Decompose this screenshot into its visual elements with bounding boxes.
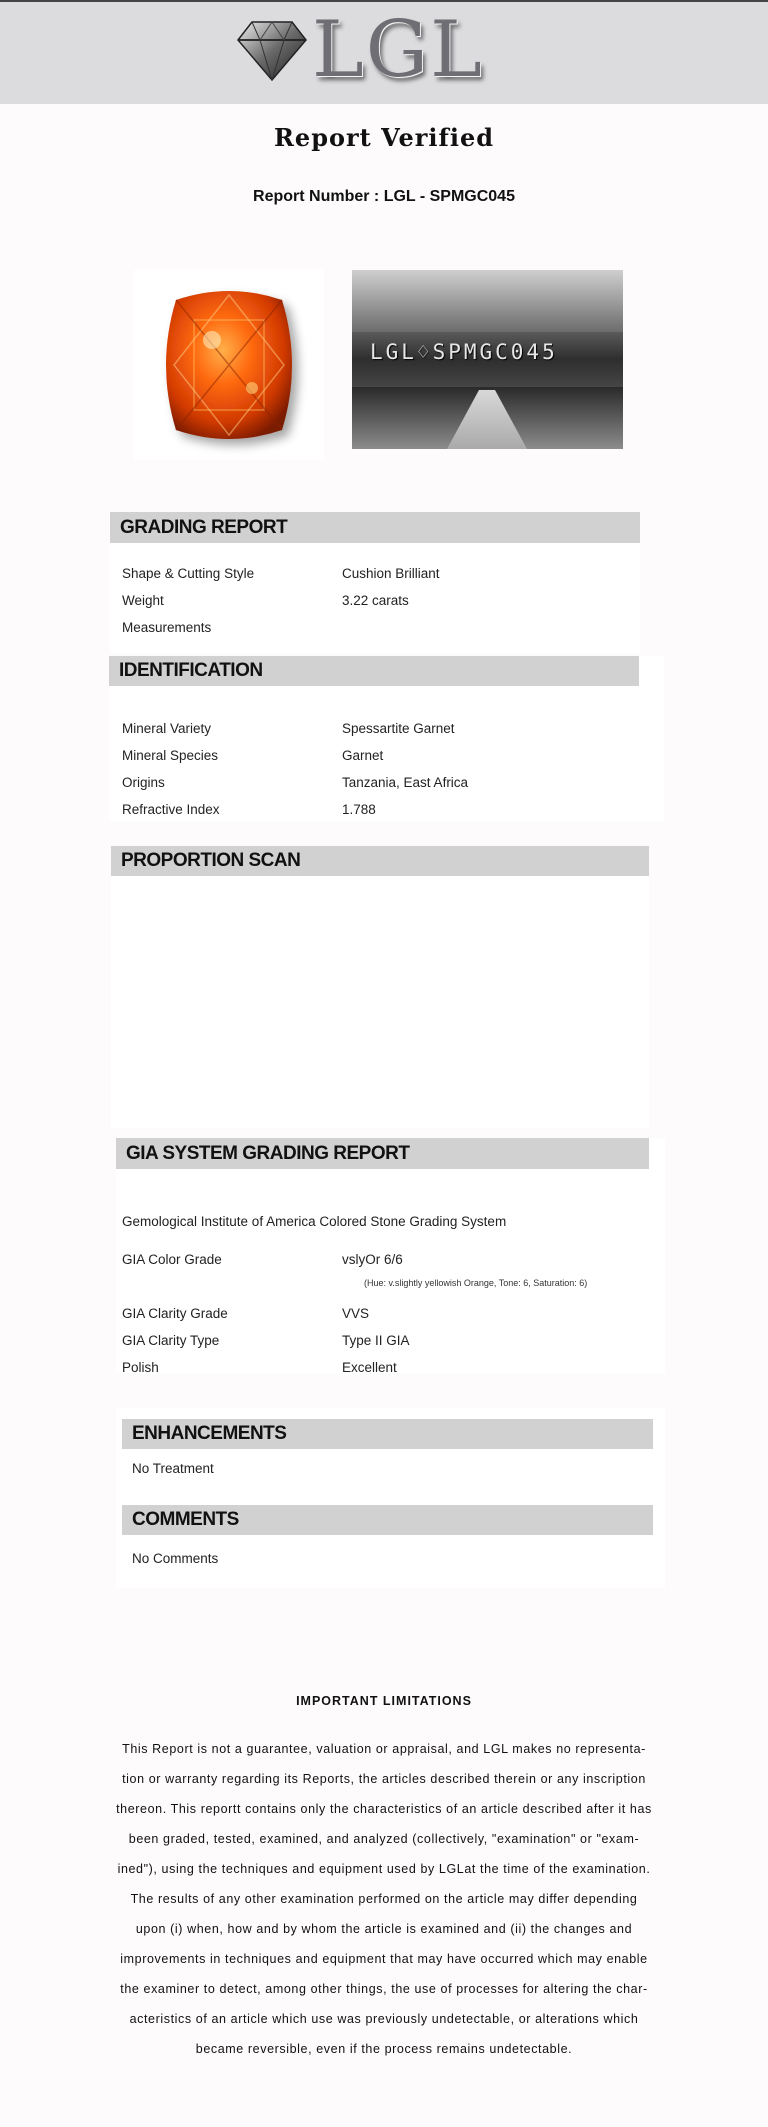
limitations-line: ined"), using the techniques and equipment used by LGLat the time of the examination. <box>117 1862 651 1876</box>
mineral-species-label: Mineral Species <box>122 748 219 763</box>
refractive-index-value: 1.788 <box>342 802 376 817</box>
diamond-logo-icon <box>234 18 308 82</box>
origins-value: Tanzania, East Africa <box>342 775 469 790</box>
polish-label: Polish <box>122 1360 159 1375</box>
grading-report-header <box>110 512 640 543</box>
limitations-line: acteristics of an article which use was previously undetectable, or alterations which <box>129 2012 639 2026</box>
shape-value: Cushion Brilliant <box>342 566 440 581</box>
identification-panel <box>109 656 664 821</box>
section-title: COMMENTS <box>132 1509 239 1530</box>
measurements-label: Measurements <box>122 620 212 635</box>
limitations-body <box>116 1734 652 2064</box>
section-title: GRADING REPORT <box>120 517 288 538</box>
section-title: PROPORTION SCAN <box>121 850 301 871</box>
mineral-species-value: Garnet <box>342 748 384 763</box>
limitations-line: the examiner to detect, among other things, the use of processes for altering the char- <box>120 1982 648 1996</box>
weight-label: Weight <box>122 593 164 608</box>
gia-color-grade-label: GIA Color Grade <box>122 1252 222 1267</box>
gia-intro-text: Gemological Institute of America Colored Stone Grading System <box>122 1214 507 1229</box>
identification-header <box>109 656 639 686</box>
limitations-line: improvements in techniques and equipment that may have occurred which may enable <box>120 1952 648 1966</box>
weight-value: 3.22 carats <box>342 593 409 608</box>
refractive-index-label: Refractive Index <box>122 802 220 817</box>
section-title: ENHANCEMENTS <box>132 1423 287 1444</box>
limitations-line: became reversible, even if the process remains undetectable. <box>195 2042 573 2056</box>
gia-clarity-type-value: Type II GIA <box>342 1333 410 1348</box>
limitations-line: This Report is not a guarantee, valuation or appraisal, and LGL makes no representa- <box>122 1742 646 1756</box>
enhancements-header <box>122 1419 653 1449</box>
section-title: IDENTIFICATION <box>119 660 263 681</box>
comments-text: No Comments <box>132 1551 219 1566</box>
polish-value: Excellent <box>342 1360 397 1375</box>
proportion-scan-panel <box>111 846 649 1128</box>
report-number: Report Number : LGL - SPMGC045 <box>253 188 515 205</box>
logo-text: LGL <box>312 5 484 95</box>
inscription-text: LGL♢SPMGC045 <box>370 340 558 364</box>
shape-label: Shape & Cutting Style <box>122 566 255 581</box>
limitations-line: The results of any other examination performed on the article may differ depending <box>130 1892 638 1906</box>
limitations-title: IMPORTANT LIMITATIONS <box>296 1694 472 1708</box>
header-banner <box>0 2 768 104</box>
comments-header <box>122 1505 653 1535</box>
limitations-line: thereon. This reportt contains only the characteristics of an article described after it has <box>116 1802 652 1816</box>
page-title: Report Verified <box>273 123 495 152</box>
origins-label: Origins <box>122 775 165 790</box>
section-title: GIA SYSTEM GRADING REPORT <box>126 1143 410 1164</box>
gia-clarity-grade-value: VVS <box>342 1306 370 1321</box>
gemstone-image <box>134 270 324 460</box>
limitations-line: tion or warranty regarding its Reports, the articles described therein or any inscription <box>122 1772 646 1786</box>
gia-color-grade-value: vslyOr 6/6 <box>342 1252 403 1267</box>
gia-clarity-grade-label: GIA Clarity Grade <box>122 1306 228 1321</box>
mineral-variety-label: Mineral Variety <box>122 721 212 736</box>
enhancements-text: No Treatment <box>132 1461 214 1476</box>
proportion-scan-header <box>111 846 649 876</box>
gia-clarity-type-label: GIA Clarity Type <box>122 1333 220 1348</box>
limitations-line: been graded, tested, examined, and analyzed (collectively, "examination" or "exam- <box>128 1832 640 1846</box>
gia-color-grade-note: (Hue: v.slightly yellowish Orange, Tone: 6, Saturation: 6) <box>364 1278 588 1288</box>
limitations-line: upon (i) when, how and by whom the article is examined and (ii) the changes and <box>135 1922 633 1936</box>
mineral-variety-value: Spessartite Garnet <box>342 721 455 736</box>
gia-system-header <box>116 1138 649 1169</box>
inscription-photo <box>352 270 623 449</box>
